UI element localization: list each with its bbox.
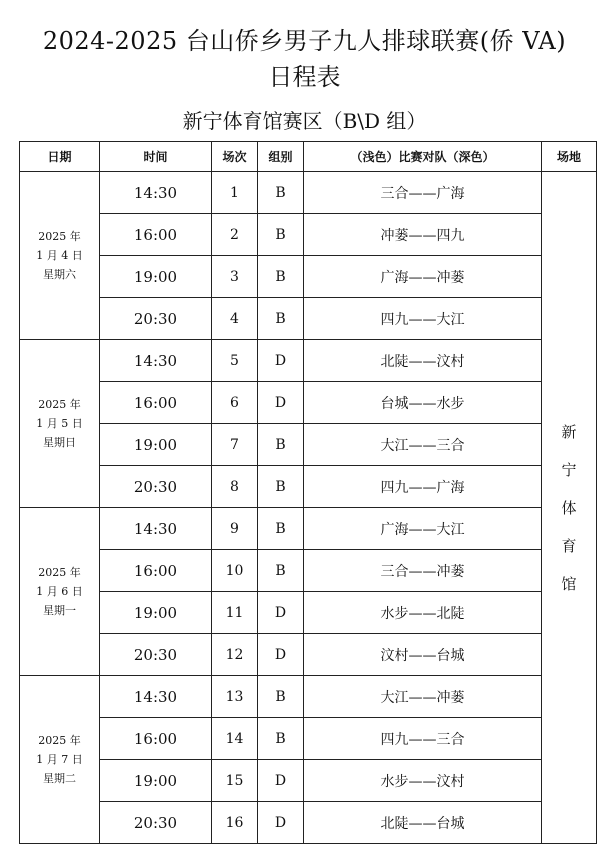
group-cell: D xyxy=(258,802,304,844)
group-cell: B xyxy=(258,172,304,214)
header-match-no: 场次 xyxy=(212,142,258,172)
time-cell: 19:00 xyxy=(100,592,212,634)
teams-cell: 北陡——台城 xyxy=(304,802,542,844)
table-row xyxy=(20,256,597,298)
date-line: 1 月 6 日 xyxy=(36,585,83,598)
venue-char: 体 xyxy=(561,498,577,517)
header-venue: 场地 xyxy=(542,142,597,172)
match-no-cell: 7 xyxy=(212,424,258,466)
match-no-cell: 8 xyxy=(212,466,258,508)
group-cell: B xyxy=(258,466,304,508)
date-line: 星期一 xyxy=(43,604,76,617)
teams-cell: 冲蒌——四九 xyxy=(304,214,542,256)
teams-cell: 四九——广海 xyxy=(304,466,542,508)
date-line: 2025 年 xyxy=(38,230,81,243)
table-row xyxy=(20,214,597,256)
time-cell: 19:00 xyxy=(100,424,212,466)
match-no-cell: 11 xyxy=(212,592,258,634)
match-no-cell: 6 xyxy=(212,382,258,424)
match-no-cell: 5 xyxy=(212,340,258,382)
date-cell xyxy=(20,172,100,340)
header-time: 时间 xyxy=(100,142,212,172)
table-row xyxy=(20,424,597,466)
teams-cell: 三合——冲蒌 xyxy=(304,550,542,592)
match-no-cell: 13 xyxy=(212,676,258,718)
group-cell: D xyxy=(258,634,304,676)
group-cell: B xyxy=(258,676,304,718)
match-no-cell: 15 xyxy=(212,760,258,802)
venue-char: 育 xyxy=(561,536,577,555)
group-cell: B xyxy=(258,256,304,298)
match-no-cell: 9 xyxy=(212,508,258,550)
teams-cell: 广海——冲蒌 xyxy=(304,256,542,298)
time-cell: 20:30 xyxy=(100,466,212,508)
venue-division-title: 新宁体育馆赛区（B\D 组） xyxy=(182,109,427,133)
teams-cell: 大江——冲蒌 xyxy=(304,676,542,718)
date-cell xyxy=(20,508,100,676)
table-row xyxy=(20,634,597,676)
table-row xyxy=(20,340,597,382)
date-line: 1 月 7 日 xyxy=(36,753,83,766)
group-cell: B xyxy=(258,718,304,760)
table-row xyxy=(20,592,597,634)
match-no-cell: 4 xyxy=(212,298,258,340)
match-no-cell: 2 xyxy=(212,214,258,256)
table-row xyxy=(20,676,597,718)
page-title: 2024-2025 台山侨乡男子九人排球联赛(侨 VA) xyxy=(42,27,567,55)
date-line: 2025 年 xyxy=(38,734,81,747)
match-no-cell: 12 xyxy=(212,634,258,676)
group-cell: D xyxy=(258,382,304,424)
table-row xyxy=(20,760,597,802)
group-cell: B xyxy=(258,424,304,466)
match-no-cell: 14 xyxy=(212,718,258,760)
group-cell: B xyxy=(258,214,304,256)
time-cell: 16:00 xyxy=(100,382,212,424)
time-cell: 16:00 xyxy=(100,718,212,760)
table-row xyxy=(20,172,597,214)
time-cell: 20:30 xyxy=(100,802,212,844)
venue-char: 新 xyxy=(561,422,577,441)
group-cell: D xyxy=(258,340,304,382)
date-line: 2025 年 xyxy=(38,398,81,411)
venue-char: 馆 xyxy=(561,574,577,593)
time-cell: 14:30 xyxy=(100,676,212,718)
table-row xyxy=(20,382,597,424)
time-cell: 20:30 xyxy=(100,634,212,676)
teams-cell: 北陡——汶村 xyxy=(304,340,542,382)
group-cell: B xyxy=(258,550,304,592)
teams-cell: 大江——三合 xyxy=(304,424,542,466)
table-row xyxy=(20,298,597,340)
date-line: 星期六 xyxy=(43,268,76,281)
table-row xyxy=(20,718,597,760)
date-line: 星期二 xyxy=(43,772,76,785)
header-teams: （浅色）比赛对队（深色） xyxy=(304,142,542,172)
teams-cell: 台城——水步 xyxy=(304,382,542,424)
table-row xyxy=(20,802,597,844)
date-line: 星期日 xyxy=(43,436,76,449)
time-cell: 14:30 xyxy=(100,508,212,550)
match-no-cell: 3 xyxy=(212,256,258,298)
date-line: 2025 年 xyxy=(38,566,81,579)
table-row xyxy=(20,466,597,508)
header-date: 日期 xyxy=(20,142,100,172)
match-no-cell: 16 xyxy=(212,802,258,844)
match-no-cell: 1 xyxy=(212,172,258,214)
time-cell: 16:00 xyxy=(100,550,212,592)
page-subtitle: 日程表 xyxy=(268,63,341,91)
venue-cell xyxy=(542,172,597,844)
teams-cell: 广海——大江 xyxy=(304,508,542,550)
time-cell: 16:00 xyxy=(100,214,212,256)
time-cell: 20:30 xyxy=(100,298,212,340)
time-cell: 19:00 xyxy=(100,256,212,298)
date-cell xyxy=(20,676,100,844)
teams-cell: 汶村——台城 xyxy=(304,634,542,676)
table-row xyxy=(20,550,597,592)
teams-cell: 水步——北陡 xyxy=(304,592,542,634)
table-row xyxy=(20,508,597,550)
date-cell xyxy=(20,340,100,508)
header-group: 组别 xyxy=(258,142,304,172)
teams-cell: 四九——三合 xyxy=(304,718,542,760)
teams-cell: 水步——汶村 xyxy=(304,760,542,802)
teams-cell: 四九——大江 xyxy=(304,298,542,340)
date-line: 1 月 4 日 xyxy=(36,249,83,262)
time-cell: 14:30 xyxy=(100,172,212,214)
teams-cell: 三合——广海 xyxy=(304,172,542,214)
venue-char: 宁 xyxy=(561,460,577,479)
time-cell: 19:00 xyxy=(100,760,212,802)
group-cell: B xyxy=(258,298,304,340)
match-no-cell: 10 xyxy=(212,550,258,592)
header-row xyxy=(20,142,597,172)
schedule-table xyxy=(19,141,597,844)
group-cell: D xyxy=(258,592,304,634)
time-cell: 14:30 xyxy=(100,340,212,382)
date-line: 1 月 5 日 xyxy=(36,417,83,430)
group-cell: B xyxy=(258,508,304,550)
group-cell: D xyxy=(258,760,304,802)
